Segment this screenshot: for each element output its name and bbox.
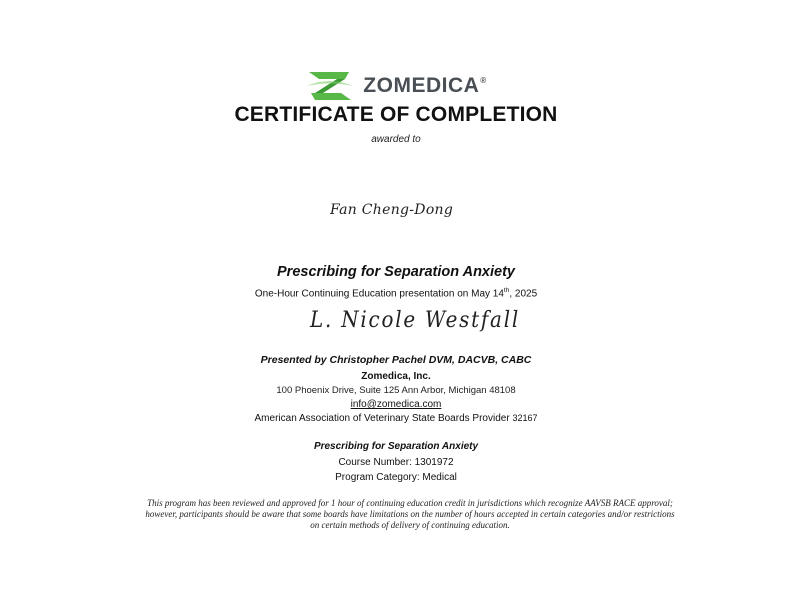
course-number: Course Number: 1301972 [338, 457, 454, 468]
provider-line: American Association of Veterinary State Boards Provider 32167 [254, 413, 538, 424]
program-category: Program Category: Medical [335, 472, 457, 483]
recipient-name: Fan Cheng-Dong [330, 202, 454, 218]
company-address: 100 Phoenix Drive, Suite 125 Ann Arbor, Michigan 48108 [276, 385, 516, 396]
contact-email-link[interactable]: info@zomedica.com [350, 399, 442, 410]
course-title-repeat: Prescribing for Separation Anxiety [313, 441, 479, 452]
zomedica-logo-icon [305, 68, 355, 104]
awarded-to-label: awarded to [371, 134, 421, 145]
course-title: Prescribing for Separation Anxiety [277, 264, 515, 280]
signature-image [300, 303, 530, 335]
brand-header [0, 66, 792, 106]
presentation-date: One-Hour Continuing Education presentation on May 14th, 2025 [254, 287, 538, 300]
signature-text: L. Nicole Westfall [309, 308, 520, 333]
company-name: Zomedica, Inc. [361, 371, 431, 382]
disclaimer-text: This program has been reviewed and approved for 1 hour of continuing education credit in jurisdictions which recognize AAVSB RACE approval; however, participants should be aware that some boards have limitations on the number of hours accepted in certain categories and/or restrictions on certain methods of delivery of continuing education. [145, 498, 675, 530]
certificate-title: CERTIFICATE OF COMPLETION [234, 103, 558, 126]
brand-name: ZOMEDICA® [363, 74, 487, 97]
trademark-symbol: ® [480, 76, 487, 85]
presenter-line: Presented by Christopher Pachel DVM, DACVB, CABC [260, 354, 532, 366]
provider-number: 32167 [512, 413, 538, 423]
